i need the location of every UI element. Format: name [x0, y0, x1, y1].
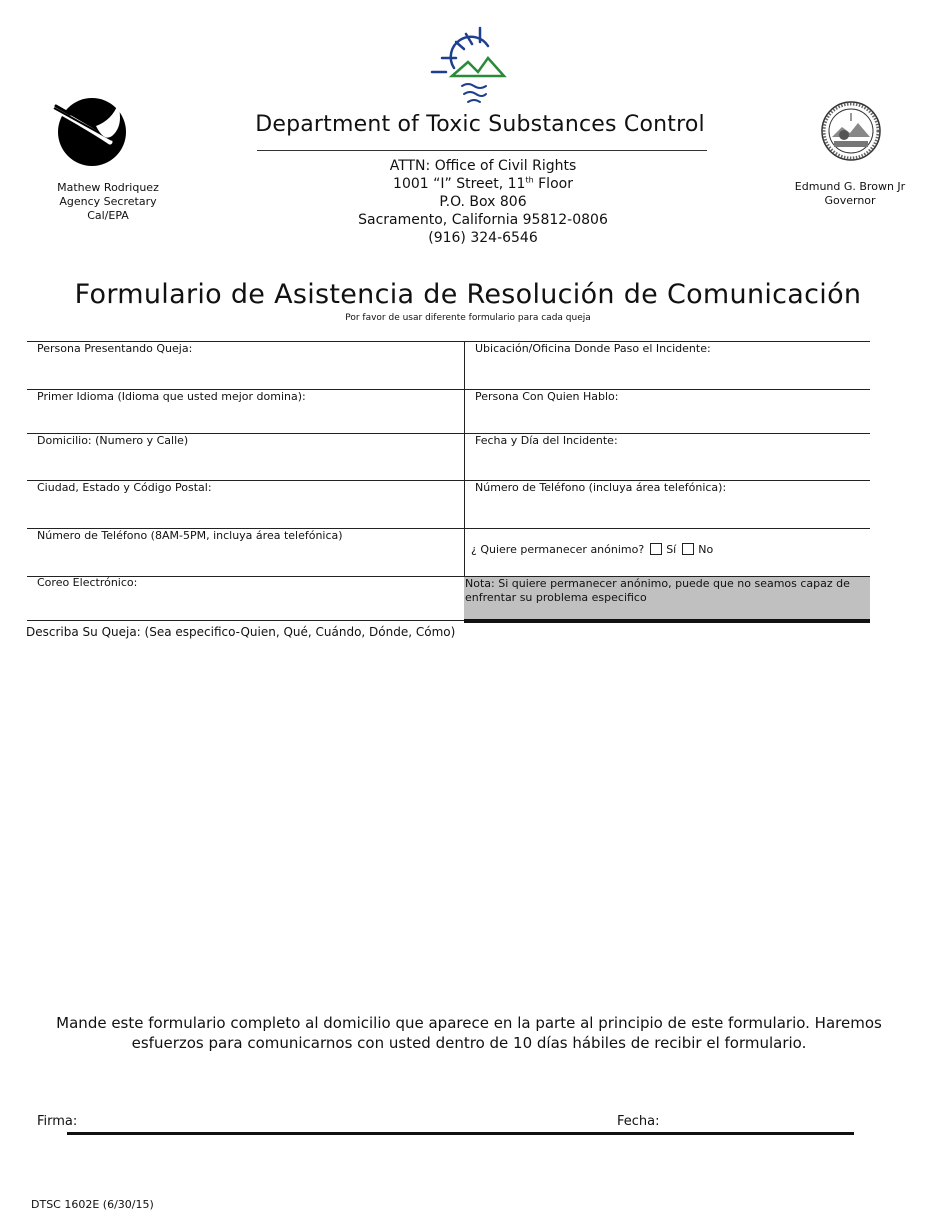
anonymous-yes-checkbox[interactable]	[650, 543, 662, 555]
address-attn: ATTN: Office of Civil Rights	[389, 158, 577, 174]
anonymity-note: Nota: Si quiere permanecer anónimo, puede que no seamos capaz de enfrentar su problema especifico	[465, 577, 850, 604]
street-sup: th	[525, 175, 534, 185]
secretary-title: Agency Secretary	[59, 195, 157, 208]
form-number: DTSC 1602E (6/30/15)	[31, 1198, 154, 1211]
field-person-spoken-to[interactable]: Persona Con Quien Hablo:	[475, 390, 619, 403]
governor-name: Edmund G. Brown Jr	[794, 180, 906, 193]
mailing-address	[300, 157, 666, 247]
note-underline	[464, 619, 870, 623]
calepa-logo-icon	[52, 96, 130, 168]
left-signatory	[40, 181, 176, 223]
california-seal-icon	[820, 97, 882, 167]
field-street-address[interactable]: Domicilio: (Numero y Calle)	[37, 434, 189, 447]
anonymous-label: ¿ Quiere permanecer anónimo?	[471, 543, 645, 556]
address-street	[300, 175, 666, 193]
complaint-description-label[interactable]: Describa Su Queja: (Sea especifico-Quien, Qué, Cuándo, Dónde, Cómo)	[26, 625, 456, 639]
governor-title: Governor	[824, 194, 876, 207]
right-signatory	[776, 180, 924, 208]
field-incident-location[interactable]: Ubicación/Oficina Donde Paso el Incidente:	[475, 342, 711, 355]
address-city: Sacramento, California 95812-0806	[358, 212, 608, 228]
form-title: Formulario de Asistencia de Resolución de Comunicación	[74, 279, 862, 310]
field-contact-phone[interactable]: Número de Teléfono (incluya área telefónica):	[475, 481, 727, 494]
secretary-name: Mathew Rodriquez	[57, 181, 159, 194]
field-complainant-name[interactable]: Persona Presentando Queja:	[37, 342, 193, 355]
anonymous-question	[471, 543, 713, 557]
anonymous-yes-label: Sí	[666, 543, 677, 556]
signature-line[interactable]	[67, 1132, 854, 1135]
date-label: Fecha:	[617, 1114, 660, 1129]
street-suffix: Floor	[533, 176, 573, 192]
field-email[interactable]: Coreo Electrónico:	[37, 576, 138, 589]
address-po-box: P.O. Box 806	[439, 194, 527, 210]
field-daytime-phone[interactable]: Número de Teléfono (8AM-5PM, incluya área telefónica)	[37, 529, 343, 542]
field-city-state-zip[interactable]: Ciudad, Estado y Código Postal:	[37, 481, 212, 494]
street-prefix: 1001 “I” Street, 11	[393, 176, 526, 192]
department-title: Department of Toxic Substances Control	[255, 112, 705, 137]
address-phone: (916) 324-6546	[428, 230, 538, 246]
signature-label: Firma:	[37, 1114, 78, 1129]
field-primary-language[interactable]: Primer Idioma (Idioma que usted mejor domina):	[37, 390, 306, 403]
field-incident-date[interactable]: Fecha y Día del Incidente:	[475, 434, 618, 447]
dtsc-sun-mountain-icon	[428, 24, 510, 108]
title-divider	[257, 150, 707, 151]
form-subtitle: Por favor de usar diferente formulario para cada queja	[345, 313, 591, 323]
secretary-org: Cal/EPA	[87, 209, 129, 222]
anonymous-no-checkbox[interactable]	[682, 543, 694, 555]
mailing-instruction: Mande este formulario completo al domicilio que aparece en la parte al principio de este formulario. Haremos esfuerzos para comunicarnos con usted dentro de 10 días hábiles de recibir el formulario.	[56, 1014, 882, 1052]
anonymous-no-label: No	[698, 543, 714, 556]
grid-line	[27, 620, 465, 621]
